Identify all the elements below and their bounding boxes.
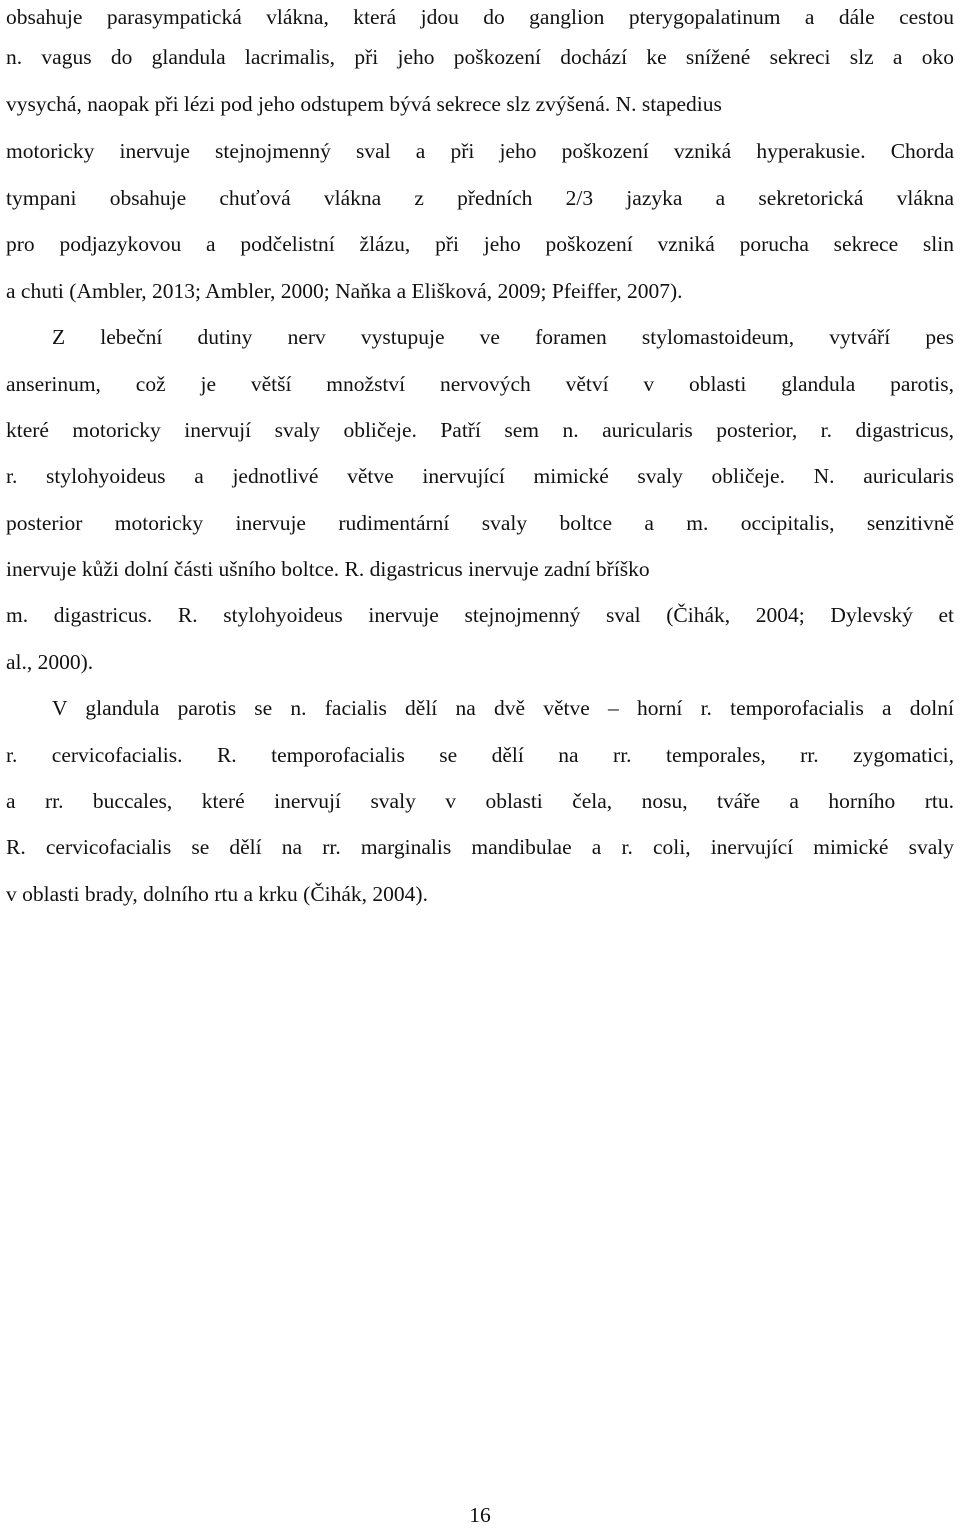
text-line: obsahuje parasympatická vlákna, která jdou do ganglion pterygopalatinum a dále cestou bbox=[6, 5, 954, 29]
text-line: motoricky inervuje stejnojmenný sval a při jeho poškození vzniká hyperakusie. Chorda bbox=[6, 139, 954, 163]
text-line: inervuje kůži dolní části ušního boltce. R. digastricus inervuje zadní bříško bbox=[6, 557, 650, 581]
text-line: r. stylohyoideus a jednotlivé větve inervující mimické svaly obličeje. N. auricularis bbox=[6, 464, 954, 488]
text-line: r. cervicofacialis. R. temporofacialis se dělí na rr. temporales, rr. zygomatici, bbox=[6, 743, 954, 767]
text-line: pro podjazykovou a podčelistní žlázu, při jeho poškození vzniká porucha sekrece slin bbox=[6, 232, 954, 256]
text-line: posterior motoricky inervuje rudimentární svaly boltce a m. occipitalis, senzitivně bbox=[6, 511, 954, 535]
text-line: vysychá, naopak při lézi pod jeho odstupem bývá sekrece slz zvýšená. N. stapedius bbox=[6, 92, 722, 116]
page-number: 16 bbox=[469, 1503, 491, 1527]
paragraph-first-line: V glandula parotis se n. facialis dělí na dvě větve – horní r. temporofacialis a dolní bbox=[52, 696, 954, 720]
text-line: tympani obsahuje chuťová vlákna z předních 2/3 jazyka a sekretorická vlákna bbox=[6, 186, 954, 210]
paragraph-first-line: Z lebeční dutiny nerv vystupuje ve foramen stylomastoideum, vytváří pes bbox=[52, 325, 954, 349]
text-line: m. digastricus. R. stylohyoideus inervuje stejnojmenný sval (Čihák, 2004; Dylevský et bbox=[6, 603, 954, 627]
text-line: n. vagus do glandula lacrimalis, při jeho poškození dochází ke snížené sekreci slz a oko bbox=[6, 45, 954, 69]
text-line: které motoricky inervují svaly obličeje. Patří sem n. auricularis posterior, r. digastricus, bbox=[6, 418, 954, 442]
text-line: a rr. buccales, které inervují svaly v oblasti čela, nosu, tváře a horního rtu. bbox=[6, 789, 954, 813]
text-line: R. cervicofacialis se dělí na rr. marginalis mandibulae a r. coli, inervující mimické svaly bbox=[6, 835, 954, 859]
text-line: a chuti (Ambler, 2013; Ambler, 2000; Naňka a Elišková, 2009; Pfeiffer, 2007). bbox=[6, 279, 683, 303]
text-line: anserinum, což je větší množství nervových větví v oblasti glandula parotis, bbox=[6, 372, 954, 396]
text-line: al., 2000). bbox=[6, 650, 94, 674]
text-line: v oblasti brady, dolního rtu a krku (Čihák, 2004). bbox=[6, 882, 428, 906]
